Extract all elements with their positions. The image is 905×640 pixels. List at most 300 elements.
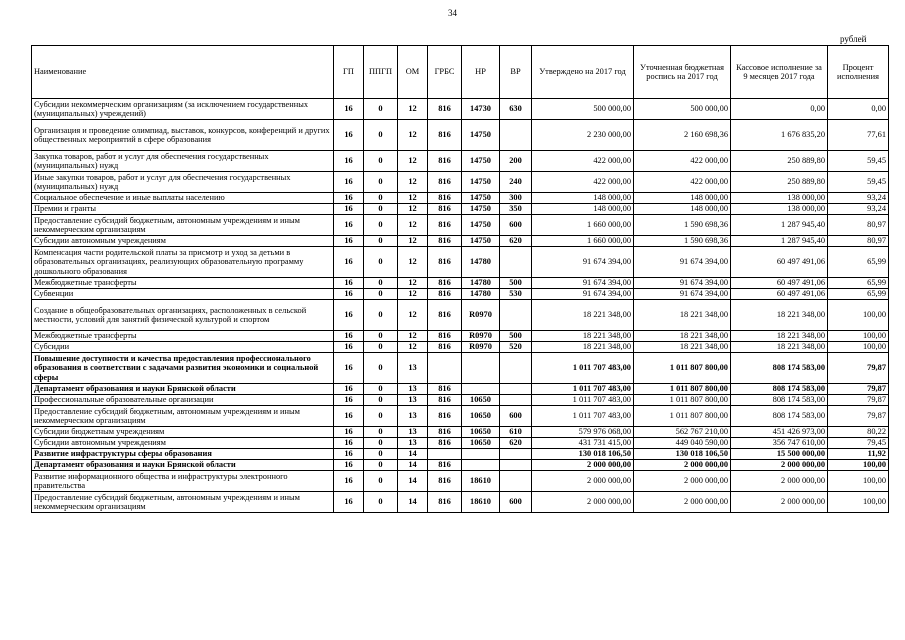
table-row [32, 215, 889, 236]
units-label: рублей [840, 34, 867, 44]
cell-om: 12 [398, 342, 428, 353]
table-row [32, 300, 889, 331]
cell-nr [462, 449, 500, 460]
cell-refined: 91 674 394,00 [634, 289, 731, 300]
cell-refined: 2 160 698,36 [634, 120, 731, 151]
cell-refined: 18 221 348,00 [634, 331, 731, 342]
cell-percent: 100,00 [828, 471, 889, 492]
cell-om: 12 [398, 120, 428, 151]
cell-cash: 2 000 000,00 [731, 492, 828, 513]
cell-vr [500, 471, 532, 492]
cell-gp: 16 [334, 492, 364, 513]
cell-name: Компенсация части родительской платы за присмотр и уход за детьми в образовательных организациях, реализующих образовательную программу дошкольного образования [32, 247, 334, 278]
cell-gp: 16 [334, 438, 364, 449]
cell-gp: 16 [334, 300, 364, 331]
cell-grbs: 816 [428, 120, 462, 151]
cell-vr: 200 [500, 151, 532, 172]
cell-cash: 808 174 583,00 [731, 395, 828, 406]
cell-nr: 10650 [462, 438, 500, 449]
cell-approved: 148 000,00 [532, 193, 634, 204]
cell-ppgp: 0 [364, 247, 398, 278]
cell-cash: 2 000 000,00 [731, 471, 828, 492]
cell-grbs: 816 [428, 492, 462, 513]
table-row [32, 247, 889, 278]
cell-grbs: 816 [428, 406, 462, 427]
cell-om: 12 [398, 300, 428, 331]
cell-ppgp: 0 [364, 193, 398, 204]
cell-approved: 422 000,00 [532, 172, 634, 193]
cell-gp: 16 [334, 353, 364, 384]
cell-gp: 16 [334, 172, 364, 193]
cell-grbs: 816 [428, 342, 462, 353]
table-header-row [32, 46, 889, 99]
cell-cash: 60 497 491,06 [731, 278, 828, 289]
cell-grbs: 816 [428, 471, 462, 492]
cell-nr: 14750 [462, 204, 500, 215]
cell-gp: 16 [334, 427, 364, 438]
cell-name: Предоставление субсидий бюджетным, автономным учреждениям и иным некоммерческим организациям [32, 215, 334, 236]
header-name: Наименование [32, 46, 334, 99]
cell-percent: 59,45 [828, 172, 889, 193]
cell-approved: 130 018 106,50 [532, 449, 634, 460]
cell-ppgp: 0 [364, 384, 398, 395]
table-row [32, 193, 889, 204]
cell-ppgp: 0 [364, 342, 398, 353]
cell-om: 13 [398, 438, 428, 449]
cell-percent: 65,99 [828, 247, 889, 278]
table-row [32, 172, 889, 193]
cell-nr [462, 460, 500, 471]
cell-name: Закупка товаров, работ и услуг для обеспечения государственных (муниципальных) нужд [32, 151, 334, 172]
header-approved: Утверждено на 2017 год [532, 46, 634, 99]
cell-name: Организация и проведение олимпиад, выставок, конкурсов, конференций и других общественных мероприятий в сфере образования [32, 120, 334, 151]
table-row [32, 331, 889, 342]
cell-refined: 91 674 394,00 [634, 278, 731, 289]
cell-nr: 14750 [462, 172, 500, 193]
header-ppgp: ППГП [364, 46, 398, 99]
cell-vr [500, 247, 532, 278]
cell-vr: 500 [500, 331, 532, 342]
cell-approved: 148 000,00 [532, 204, 634, 215]
header-refined: Уточненная бюджетная роспись на 2017 год [634, 46, 731, 99]
budget-table [31, 45, 889, 513]
cell-percent: 80,97 [828, 215, 889, 236]
cell-refined: 2 000 000,00 [634, 460, 731, 471]
cell-gp: 16 [334, 236, 364, 247]
cell-cash: 18 221 348,00 [731, 342, 828, 353]
cell-name: Социальное обеспечение и иные выплаты населению [32, 193, 334, 204]
cell-refined: 1 011 807 800,00 [634, 406, 731, 427]
cell-cash: 356 747 610,00 [731, 438, 828, 449]
header-grbs: ГРБС [428, 46, 462, 99]
cell-grbs: 816 [428, 151, 462, 172]
cell-ppgp: 0 [364, 172, 398, 193]
cell-vr: 600 [500, 406, 532, 427]
cell-refined: 2 000 000,00 [634, 471, 731, 492]
cell-percent: 59,45 [828, 151, 889, 172]
cell-percent: 65,99 [828, 289, 889, 300]
cell-name: Субвенции [32, 289, 334, 300]
cell-vr [500, 384, 532, 395]
cell-om: 12 [398, 99, 428, 120]
cell-om: 14 [398, 471, 428, 492]
cell-percent: 65,99 [828, 278, 889, 289]
cell-om: 12 [398, 215, 428, 236]
cell-grbs: 816 [428, 395, 462, 406]
cell-om: 14 [398, 460, 428, 471]
cell-grbs [428, 353, 462, 384]
cell-vr [500, 449, 532, 460]
cell-grbs: 816 [428, 236, 462, 247]
cell-name: Субсидии автономным учреждениям [32, 236, 334, 247]
table-row [32, 449, 889, 460]
header-nr: НР [462, 46, 500, 99]
cell-nr: R0970 [462, 331, 500, 342]
cell-ppgp: 0 [364, 460, 398, 471]
table-row [32, 289, 889, 300]
cell-refined: 449 040 590,00 [634, 438, 731, 449]
cell-gp: 16 [334, 204, 364, 215]
cell-name: Субсидии некоммерческим организациям (за исключением государственных (муниципальных) учреждений) [32, 99, 334, 120]
table-row [32, 236, 889, 247]
cell-nr: R0970 [462, 342, 500, 353]
cell-cash: 0,00 [731, 99, 828, 120]
cell-nr [462, 353, 500, 384]
table-body [32, 99, 889, 513]
cell-name: Департамент образования и науки Брянской области [32, 384, 334, 395]
cell-nr: 10650 [462, 427, 500, 438]
cell-ppgp: 0 [364, 353, 398, 384]
cell-refined: 562 767 210,00 [634, 427, 731, 438]
cell-grbs: 816 [428, 215, 462, 236]
cell-percent: 77,61 [828, 120, 889, 151]
cell-refined: 1 590 698,36 [634, 215, 731, 236]
cell-approved: 2 000 000,00 [532, 460, 634, 471]
cell-name: Субсидии [32, 342, 334, 353]
table-row [32, 278, 889, 289]
cell-vr: 630 [500, 99, 532, 120]
cell-vr [500, 120, 532, 151]
cell-ppgp: 0 [364, 438, 398, 449]
cell-om: 14 [398, 492, 428, 513]
cell-percent: 93,24 [828, 204, 889, 215]
header-vr: ВР [500, 46, 532, 99]
cell-cash: 138 000,00 [731, 204, 828, 215]
cell-approved: 431 731 415,00 [532, 438, 634, 449]
table-row [32, 460, 889, 471]
cell-percent: 100,00 [828, 492, 889, 513]
cell-cash: 15 500 000,00 [731, 449, 828, 460]
cell-gp: 16 [334, 331, 364, 342]
cell-percent: 80,22 [828, 427, 889, 438]
table-row [32, 151, 889, 172]
cell-approved: 18 221 348,00 [532, 342, 634, 353]
cell-vr [500, 395, 532, 406]
cell-vr: 620 [500, 438, 532, 449]
cell-name: Развитие информационного общества и инфраструктуры электронного правительства [32, 471, 334, 492]
cell-ppgp: 0 [364, 278, 398, 289]
cell-ppgp: 0 [364, 99, 398, 120]
cell-refined: 2 000 000,00 [634, 492, 731, 513]
cell-nr: 14750 [462, 120, 500, 151]
cell-gp: 16 [334, 193, 364, 204]
cell-approved: 91 674 394,00 [532, 247, 634, 278]
cell-vr: 530 [500, 289, 532, 300]
cell-name: Субсидии автономным учреждениям [32, 438, 334, 449]
cell-gp: 16 [334, 471, 364, 492]
cell-ppgp: 0 [364, 204, 398, 215]
table-row [32, 406, 889, 427]
cell-percent: 11,92 [828, 449, 889, 460]
cell-gp: 16 [334, 460, 364, 471]
header-om: ОМ [398, 46, 428, 99]
cell-ppgp: 0 [364, 331, 398, 342]
cell-om: 12 [398, 247, 428, 278]
cell-cash: 2 000 000,00 [731, 460, 828, 471]
cell-refined: 18 221 348,00 [634, 342, 731, 353]
cell-nr: 18610 [462, 492, 500, 513]
cell-vr [500, 353, 532, 384]
cell-percent: 79,87 [828, 406, 889, 427]
cell-om: 12 [398, 236, 428, 247]
cell-vr: 620 [500, 236, 532, 247]
cell-grbs: 816 [428, 331, 462, 342]
cell-vr: 600 [500, 492, 532, 513]
cell-name: Межбюджетные трансферты [32, 278, 334, 289]
cell-gp: 16 [334, 151, 364, 172]
cell-percent: 79,45 [828, 438, 889, 449]
cell-gp: 16 [334, 342, 364, 353]
cell-nr: 14780 [462, 278, 500, 289]
cell-nr: 14780 [462, 247, 500, 278]
cell-name: Повышение доступности и качества предоставления профессионального образования в соответствии с задачами развития экономики и социальной сферы [32, 353, 334, 384]
cell-om: 13 [398, 384, 428, 395]
cell-gp: 16 [334, 215, 364, 236]
table-row [32, 342, 889, 353]
cell-percent: 79,87 [828, 353, 889, 384]
cell-om: 13 [398, 353, 428, 384]
cell-approved: 1 011 707 483,00 [532, 353, 634, 384]
cell-cash: 18 221 348,00 [731, 331, 828, 342]
cell-cash: 138 000,00 [731, 193, 828, 204]
cell-percent: 100,00 [828, 342, 889, 353]
cell-om: 12 [398, 172, 428, 193]
table-row [32, 395, 889, 406]
cell-refined: 18 221 348,00 [634, 300, 731, 331]
cell-percent: 100,00 [828, 460, 889, 471]
cell-cash: 250 889,80 [731, 172, 828, 193]
table-row [32, 99, 889, 120]
cell-cash: 250 889,80 [731, 151, 828, 172]
cell-nr: 14730 [462, 99, 500, 120]
cell-refined: 1 011 807 800,00 [634, 353, 731, 384]
cell-gp: 16 [334, 449, 364, 460]
cell-grbs: 816 [428, 193, 462, 204]
cell-approved: 2 000 000,00 [532, 492, 634, 513]
cell-name: Профессиональные образовательные организации [32, 395, 334, 406]
cell-nr: 14750 [462, 193, 500, 204]
cell-percent: 100,00 [828, 300, 889, 331]
cell-approved: 422 000,00 [532, 151, 634, 172]
cell-gp: 16 [334, 99, 364, 120]
cell-approved: 500 000,00 [532, 99, 634, 120]
table-row [32, 471, 889, 492]
cell-gp: 16 [334, 247, 364, 278]
cell-ppgp: 0 [364, 289, 398, 300]
cell-approved: 1 011 707 483,00 [532, 406, 634, 427]
cell-ppgp: 0 [364, 120, 398, 151]
cell-approved: 2 230 000,00 [532, 120, 634, 151]
cell-name: Предоставление субсидий бюджетным, автономным учреждениям и иным некоммерческим организациям [32, 406, 334, 427]
cell-cash: 808 174 583,00 [731, 353, 828, 384]
header-cash: Кассовое исполнение за 9 месяцев 2017 года [731, 46, 828, 99]
cell-name: Субсидии бюджетным учреждениям [32, 427, 334, 438]
cell-refined: 91 674 394,00 [634, 247, 731, 278]
cell-vr: 300 [500, 193, 532, 204]
cell-om: 12 [398, 151, 428, 172]
cell-vr: 610 [500, 427, 532, 438]
cell-grbs: 816 [428, 172, 462, 193]
cell-grbs [428, 449, 462, 460]
cell-ppgp: 0 [364, 471, 398, 492]
cell-cash: 808 174 583,00 [731, 384, 828, 395]
cell-ppgp: 0 [364, 492, 398, 513]
cell-nr: 14750 [462, 151, 500, 172]
cell-cash: 1 287 945,40 [731, 215, 828, 236]
cell-approved: 18 221 348,00 [532, 331, 634, 342]
cell-om: 13 [398, 427, 428, 438]
table-row [32, 427, 889, 438]
cell-nr: 14780 [462, 289, 500, 300]
cell-percent: 79,87 [828, 384, 889, 395]
cell-gp: 16 [334, 384, 364, 395]
page-number: 34 [448, 8, 457, 18]
cell-approved: 91 674 394,00 [532, 289, 634, 300]
cell-ppgp: 0 [364, 449, 398, 460]
cell-name: Создание в общеобразовательных организациях, расположенных в сельской местности, условий для занятий физической культурой и спортом [32, 300, 334, 331]
cell-approved: 1 660 000,00 [532, 236, 634, 247]
cell-refined: 422 000,00 [634, 172, 731, 193]
cell-gp: 16 [334, 289, 364, 300]
cell-gp: 16 [334, 120, 364, 151]
cell-om: 13 [398, 406, 428, 427]
cell-percent: 79,87 [828, 395, 889, 406]
cell-ppgp: 0 [364, 215, 398, 236]
cell-ppgp: 0 [364, 406, 398, 427]
cell-name: Департамент образования и науки Брянской области [32, 460, 334, 471]
cell-cash: 451 426 973,00 [731, 427, 828, 438]
cell-approved: 579 976 068,00 [532, 427, 634, 438]
cell-ppgp: 0 [364, 300, 398, 331]
cell-ppgp: 0 [364, 427, 398, 438]
cell-nr [462, 384, 500, 395]
cell-nr: R0970 [462, 300, 500, 331]
cell-vr: 520 [500, 342, 532, 353]
cell-name: Премии и гранты [32, 204, 334, 215]
cell-vr: 240 [500, 172, 532, 193]
cell-grbs: 816 [428, 278, 462, 289]
table-row [32, 204, 889, 215]
cell-vr: 350 [500, 204, 532, 215]
cell-refined: 500 000,00 [634, 99, 731, 120]
cell-cash: 18 221 348,00 [731, 300, 828, 331]
cell-refined: 422 000,00 [634, 151, 731, 172]
cell-refined: 148 000,00 [634, 193, 731, 204]
cell-name: Предоставление субсидий бюджетным, автономным учреждениям и иным некоммерческим организациям [32, 492, 334, 513]
cell-approved: 18 221 348,00 [532, 300, 634, 331]
cell-vr [500, 460, 532, 471]
cell-refined: 130 018 106,50 [634, 449, 731, 460]
cell-approved: 2 000 000,00 [532, 471, 634, 492]
table-row [32, 438, 889, 449]
table-row [32, 384, 889, 395]
cell-grbs: 816 [428, 438, 462, 449]
cell-gp: 16 [334, 395, 364, 406]
cell-approved: 1 011 707 483,00 [532, 395, 634, 406]
cell-nr: 10650 [462, 395, 500, 406]
cell-om: 13 [398, 395, 428, 406]
cell-percent: 100,00 [828, 331, 889, 342]
cell-name: Межбюджетные трансферты [32, 331, 334, 342]
cell-name: Иные закупки товаров, работ и услуг для обеспечения государственных (муниципальных) нужд [32, 172, 334, 193]
cell-ppgp: 0 [364, 395, 398, 406]
cell-vr: 600 [500, 215, 532, 236]
cell-nr: 18610 [462, 471, 500, 492]
cell-grbs: 816 [428, 427, 462, 438]
cell-approved: 1 660 000,00 [532, 215, 634, 236]
header-gp: ГП [334, 46, 364, 99]
cell-gp: 16 [334, 406, 364, 427]
cell-refined: 148 000,00 [634, 204, 731, 215]
cell-ppgp: 0 [364, 236, 398, 247]
cell-refined: 1 011 807 800,00 [634, 384, 731, 395]
cell-grbs: 816 [428, 300, 462, 331]
cell-cash: 1 287 945,40 [731, 236, 828, 247]
cell-percent: 0,00 [828, 99, 889, 120]
cell-vr: 500 [500, 278, 532, 289]
cell-om: 12 [398, 278, 428, 289]
cell-grbs: 816 [428, 204, 462, 215]
cell-grbs: 816 [428, 99, 462, 120]
cell-nr: 14750 [462, 215, 500, 236]
cell-grbs: 816 [428, 460, 462, 471]
cell-vr [500, 300, 532, 331]
cell-om: 12 [398, 331, 428, 342]
cell-om: 14 [398, 449, 428, 460]
cell-percent: 80,97 [828, 236, 889, 247]
cell-om: 12 [398, 193, 428, 204]
cell-grbs: 816 [428, 247, 462, 278]
cell-gp: 16 [334, 278, 364, 289]
cell-approved: 1 011 707 483,00 [532, 384, 634, 395]
cell-percent: 93,24 [828, 193, 889, 204]
table-row [32, 353, 889, 384]
table-row [32, 120, 889, 151]
cell-grbs: 816 [428, 384, 462, 395]
cell-name: Развитие инфраструктуры сферы образования [32, 449, 334, 460]
cell-refined: 1 011 807 800,00 [634, 395, 731, 406]
cell-nr: 10650 [462, 406, 500, 427]
header-percent: Процент исполнения [828, 46, 889, 99]
cell-cash: 1 676 835,20 [731, 120, 828, 151]
cell-cash: 60 497 491,06 [731, 289, 828, 300]
cell-cash: 808 174 583,00 [731, 406, 828, 427]
table-row [32, 492, 889, 513]
cell-refined: 1 590 698,36 [634, 236, 731, 247]
cell-om: 12 [398, 204, 428, 215]
cell-approved: 91 674 394,00 [532, 278, 634, 289]
cell-ppgp: 0 [364, 151, 398, 172]
